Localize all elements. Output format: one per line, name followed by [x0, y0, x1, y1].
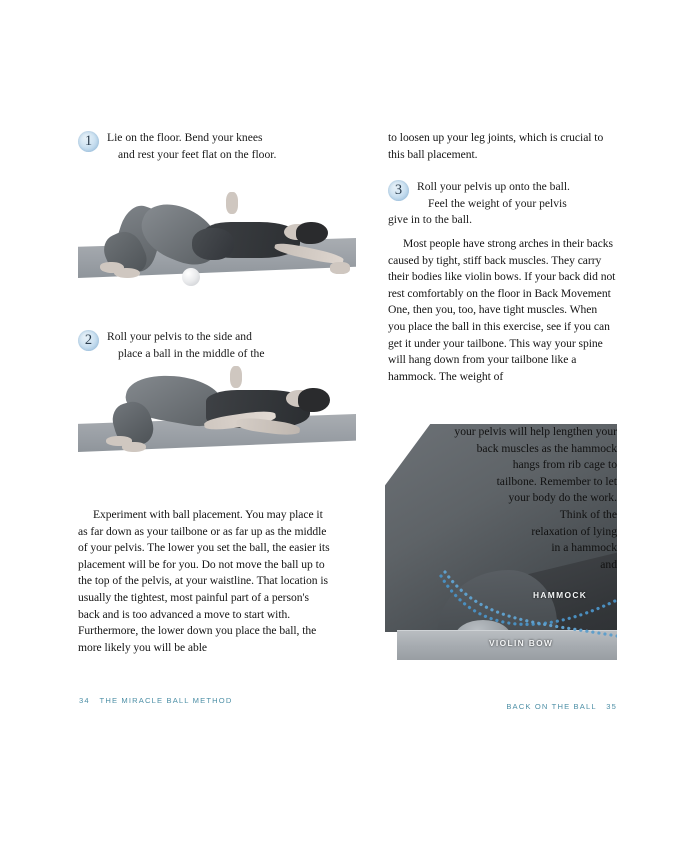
wrapped-line: back muscles as the hammock	[476, 441, 617, 455]
step-1	[78, 130, 330, 163]
step-3-text	[388, 179, 616, 229]
right-column-paragraph: Most people have strong arches in their backs caused by tight, stiff back muscles. They carry their bodies like violin bows. If your back did not rest comfortably on the floor in Back Movement One, then you, too, have tight muscles. When you place the ball in this exercise, see if you can get it under your tailbone. This way your spine will hang down from your tailbone like a hammock. The weight of	[388, 236, 616, 383]
wrapped-line: relaxation of lying	[531, 524, 617, 538]
wrapped-line: hangs from rib cage to	[512, 458, 617, 472]
hammock-curve	[445, 572, 617, 636]
footer-left	[79, 696, 232, 705]
wrapped-line: your pelvis will help lengthen your	[454, 425, 617, 438]
figure-hand	[330, 262, 350, 274]
label-violin-bow: VIOLIN BOW	[489, 638, 554, 648]
figure-hair	[296, 222, 328, 244]
step-1-line-1: Lie on the floor. Bend your knees	[107, 131, 263, 144]
footer-right-chapter-title: BACK ON THE BALL	[506, 702, 597, 711]
photo-step-1	[78, 186, 356, 304]
figure-raised-hand	[226, 192, 238, 214]
step-2-number-badge: 2	[78, 330, 99, 351]
footer-left-book-title: THE MIRACLE BALL METHOD	[99, 696, 233, 705]
step-3-line-3: give in to the ball.	[388, 213, 473, 227]
step-3-number-badge: 3	[388, 180, 409, 201]
label-hammock: HAMMOCK	[533, 590, 588, 600]
figure-hair	[298, 388, 330, 412]
footer-left-page-number: 34	[79, 696, 90, 705]
wrapped-line: in a hammock	[551, 541, 617, 555]
step-2-line-2: place a ball in the middle of the	[118, 346, 265, 360]
figure-foot-right	[114, 268, 140, 278]
figure-foot-2	[122, 442, 146, 452]
step-1-line-2: and rest your feet flat on the floor.	[118, 147, 277, 161]
step-3-line-2: Feel the weight of your pelvis	[428, 196, 567, 210]
right-column-continuation: to loosen up your leg joints, which is crucial to this ball placement.	[388, 131, 604, 161]
footer-right-wrapper	[506, 696, 700, 714]
step-1-number-badge: 1	[78, 131, 99, 152]
wrapped-line: tailbone. Remember to let	[496, 474, 617, 488]
photo-step-2	[78, 362, 356, 472]
footer-right-page-number: 35	[606, 702, 617, 711]
step-2-line-1: Roll your pelvis to the side and	[107, 330, 252, 344]
figure-hip	[192, 228, 234, 260]
footer-right	[506, 702, 617, 711]
miracle-ball	[182, 268, 200, 286]
right-column	[388, 130, 616, 385]
step-3-line-1: Roll your pelvis up onto the ball.	[417, 180, 570, 194]
figure-raised-hand	[230, 366, 242, 388]
wrapped-line: Think of the	[559, 507, 617, 521]
wrapped-line: and	[600, 557, 617, 571]
step-3	[388, 179, 616, 229]
violin-bow-curve	[441, 576, 617, 624]
left-column-paragraph: Experiment with ball placement. You may place it as far down as your tailbone or as far up as the middle of your pelvis. The lower you set the ball, the easier its placement will be for you. Do not move the ball up to the top of the pelvis, at your waistline. That location is usually the tightest, most painful part of a person's back and is too advanced a move to start with. Furthermore, the lower down you place the ball, the more likely you will be able	[78, 507, 330, 654]
wrapped-line: your body do the work.	[508, 491, 617, 505]
step-1-text	[78, 130, 330, 163]
wrapped-text-around-photo	[388, 424, 617, 573]
